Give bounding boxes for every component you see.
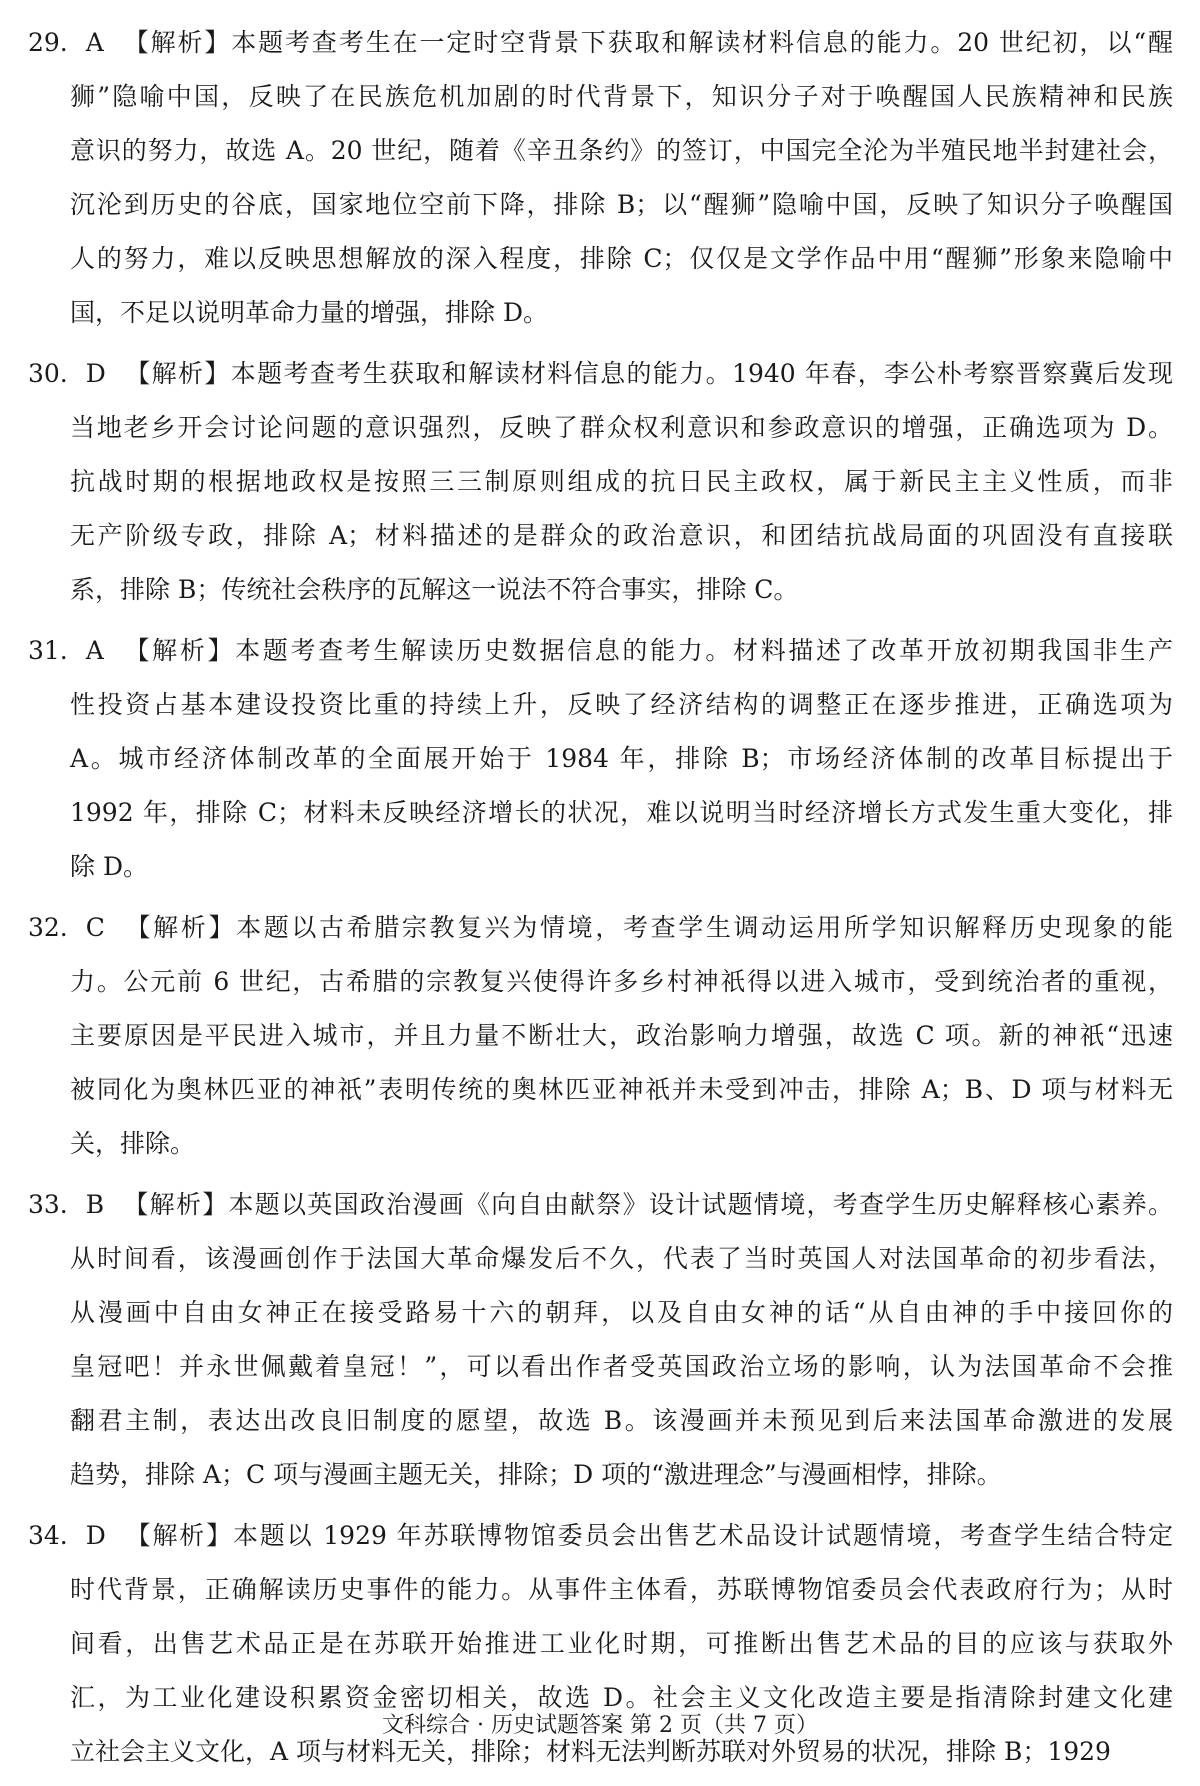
answer-line <box>28 1178 1173 1232</box>
answer-item <box>28 901 1173 1171</box>
answer-text: 主要原因是平民进入城市，并且力量不断壮大，政治影响力增强，故选 C 项。新的神祇“迅速 <box>70 1021 1173 1050</box>
answer-line <box>28 509 1173 563</box>
answer-letter: D <box>85 1521 106 1550</box>
answer-text: 1992 年，排除 C；材料未反映经济增长的状况，难以说明当时经济增长方式发生重大变化，排 <box>70 798 1173 827</box>
answer-line <box>28 16 1173 70</box>
answer-letter: D <box>85 359 106 388</box>
answer-line <box>28 232 1173 286</box>
answer-line <box>28 786 1173 840</box>
answer-line <box>28 732 1173 786</box>
answer-line <box>28 1340 1173 1394</box>
answer-text: 从漫画中自由女神正在接受路易十六的朝拜，以及自由女神的话“从自由神的手中接回你的 <box>70 1298 1173 1327</box>
answer-list <box>28 16 1173 1786</box>
answer-line <box>28 901 1173 955</box>
answer-line <box>28 1448 1173 1502</box>
answer-text: 抗战时期的根据地政权是按照三三制原则组成的抗日民主政权，属于新民主主义性质，而非 <box>70 467 1173 496</box>
answer-line <box>28 1232 1173 1286</box>
answer-text: 【解析】本题以 1929 年苏联博物馆委员会出售艺术品设计试题情境，考查学生结合特定 <box>123 1521 1173 1550</box>
answer-line <box>28 955 1173 1009</box>
answer-text: 翻君主制，表达出改良旧制度的愿望，故选 B。该漫画并未预见到后来法国革命激进的发展 <box>70 1406 1173 1435</box>
answer-text: 国，不足以说明革命力量的增强，排除 D。 <box>70 298 548 327</box>
answer-text: 间看，出售艺术品正是在苏联开始推进工业化时期，可推断出售艺术品的目的应该与获取外 <box>70 1629 1173 1658</box>
answer-line <box>28 1617 1173 1671</box>
answer-text: 汇，为工业化建设积累资金密切相关，故选 D。社会主义文化改造主要是指清除封建文化建 <box>70 1683 1173 1712</box>
answer-line <box>28 1394 1173 1448</box>
answer-text: 无产阶级专政，排除 A；材料描述的是群众的政治意识，和团结抗战局面的巩固没有直接联 <box>70 521 1173 550</box>
answer-text: 除 D。 <box>70 852 148 881</box>
answer-line <box>28 124 1173 178</box>
answer-text: 意识的努力，故选 A。20 世纪，随着《辛丑条约》的签订，中国完全沦为半殖民地半封建社会， <box>70 136 1173 165</box>
answer-line <box>28 178 1173 232</box>
answer-item <box>28 624 1173 894</box>
answer-text: 立社会主义文化，A 项与材料无关，排除；材料无法判断苏联对外贸易的状况，排除 B；1929 <box>70 1737 1111 1766</box>
answer-text: 【解析】本题考查考生解读历史数据信息的能力。材料描述了改革开放初期我国非生产 <box>121 636 1173 665</box>
question-number: 33. <box>28 1190 68 1219</box>
answer-text: 人的努力，难以反映思想解放的深入程度，排除 C；仅仅是文学作品中用“醒狮”形象来隐喻中 <box>70 244 1173 273</box>
answer-text: 【解析】本题以英国政治漫画《向自由献祭》设计试题情境，考查学生历史解释核心素养。 <box>122 1190 1173 1219</box>
answer-line <box>28 1286 1173 1340</box>
answer-line <box>28 1009 1173 1063</box>
answer-text: 性投资占基本建设投资比重的持续上升，反映了经济结构的调整正在逐步推进，正确选项为 <box>70 690 1173 719</box>
answer-text: 【解析】本题考查考生在一定时空背景下获取和解读材料信息的能力。20 世纪初，以“醒 <box>121 28 1173 57</box>
answer-letter: A <box>85 636 104 665</box>
answer-text: 关，排除。 <box>70 1129 196 1158</box>
answer-text: 时代背景，正确解读历史事件的能力。从事件主体看，苏联博物馆委员会代表政府行为；从时 <box>70 1575 1173 1604</box>
answer-text: 从时间看，该漫画创作于法国大革命爆发后不久，代表了当时英国人对法国革命的初步看法， <box>70 1244 1173 1273</box>
answer-text: 力。公元前 6 世纪，古希腊的宗教复兴使得许多乡村神祇得以进入城市，受到统治者的重视， <box>70 967 1173 996</box>
answer-line <box>28 678 1173 732</box>
answer-text: 狮”隐喻中国，反映了在民族危机加剧的时代背景下，知识分子对于唤醒国人民族精神和民族 <box>70 82 1173 111</box>
question-number: 29. <box>28 28 68 57</box>
answer-line <box>28 401 1173 455</box>
answer-text: A。城市经济体制改革的全面展开始于 1984 年，排除 B；市场经济体制的改革目标提出于 <box>70 744 1173 773</box>
question-number: 30. <box>28 359 68 388</box>
question-number: 34. <box>28 1521 68 1550</box>
answer-line <box>28 624 1173 678</box>
answer-text: 皇冠吧！并永世佩戴着皇冠！”，可以看出作者受英国政治立场的影响，认为法国革命不会推 <box>70 1352 1173 1381</box>
answer-line <box>28 840 1173 894</box>
answer-item <box>28 347 1173 617</box>
answer-line <box>28 70 1173 124</box>
page-footer: 文科综合 · 历史试题答案 第 2 页（共 7 页） <box>382 1713 818 1738</box>
answer-letter: B <box>85 1190 105 1219</box>
answer-line <box>28 455 1173 509</box>
answer-line <box>28 563 1173 617</box>
answer-line <box>28 286 1173 340</box>
answer-text: 系，排除 B；传统社会秩序的瓦解这一说法不符合事实，排除 C。 <box>70 575 799 604</box>
answer-line <box>28 1063 1173 1117</box>
answer-letter: C <box>85 913 105 942</box>
question-number: 31. <box>28 636 68 665</box>
answer-text: 当地老乡开会讨论问题的意识强烈，反映了群众权利意识和参政意识的增强，正确选项为 D。 <box>70 413 1173 442</box>
answer-text: 沉沦到历史的谷底，国家地位空前下降，排除 B；以“醒狮”隐喻中国，反映了知识分子唤醒国 <box>70 190 1173 219</box>
answer-text: 【解析】本题以古希腊宗教复兴为情境，考查学生调动运用所学知识解释历史现象的能 <box>122 913 1173 942</box>
answer-letter: A <box>85 28 104 57</box>
answer-text: 【解析】本题考查考生获取和解读材料信息的能力。1940 年春，李公朴考察晋察冀后发现 <box>123 359 1173 388</box>
answer-item <box>28 1178 1173 1502</box>
answer-line <box>28 1509 1173 1563</box>
answer-line <box>28 1117 1173 1171</box>
answer-line <box>28 347 1173 401</box>
question-number: 32. <box>28 913 68 942</box>
answer-item <box>28 16 1173 340</box>
answer-text: 趋势，排除 A；C 项与漫画主题无关，排除；D 项的“激进理念”与漫画相悖，排除。 <box>70 1460 1002 1489</box>
answer-line <box>28 1563 1173 1617</box>
answer-text: 被同化为奥林匹亚的神祇”表明传统的奥林匹亚神祇并未受到冲击，排除 A；B、D 项与材料无 <box>70 1075 1173 1104</box>
